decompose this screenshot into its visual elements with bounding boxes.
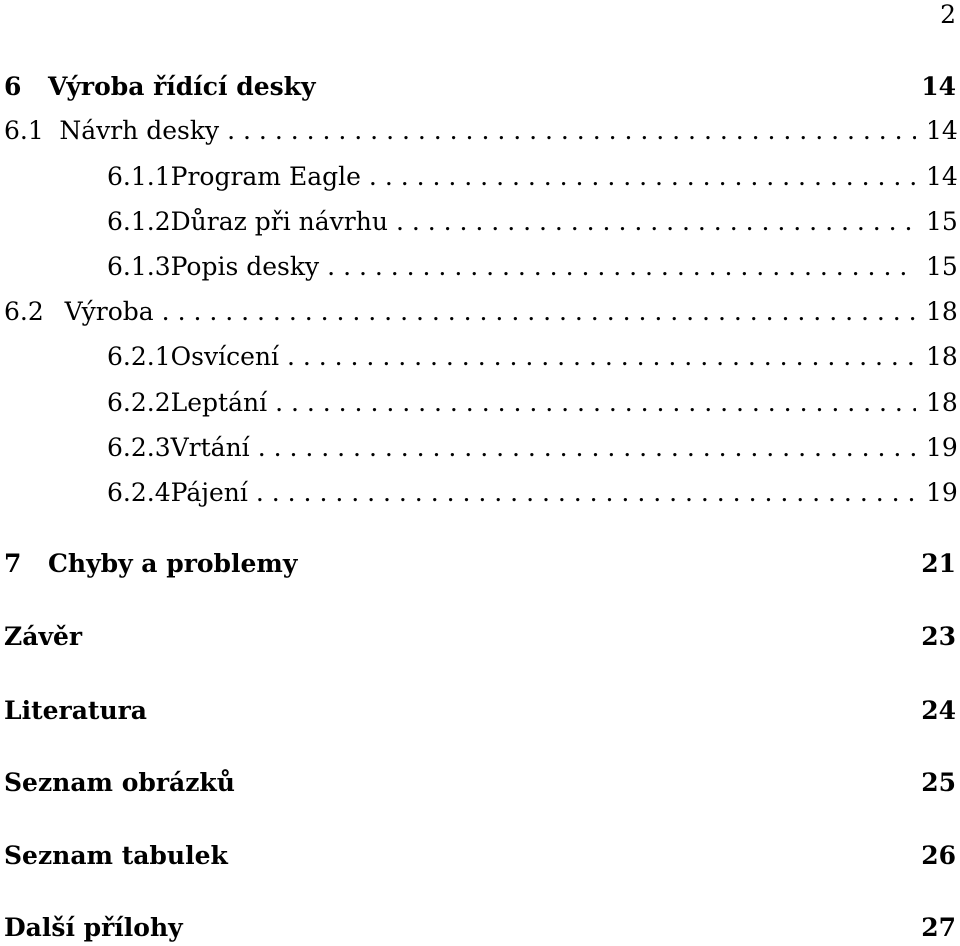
subsection-title: Osvícení [170,342,279,371]
subsection-title: Vrtání [170,433,250,462]
subsection-page: 19 [926,433,958,462]
entry-title: Další přílohy [4,913,183,942]
subsection-title: Leptání [170,388,268,417]
subsection-title: Program Eagle [170,162,361,191]
dot-leader [275,387,916,419]
dot-leader [256,477,916,509]
entry-title: Seznam tabulek [4,841,228,870]
dot-leader [369,161,916,193]
toc-entry-dalsi-prilohy[interactable] [0,912,956,944]
subsection-page: 18 [926,388,958,417]
subsection-number: 6.2.3 [107,433,171,462]
toc-section-6-1[interactable] [0,115,956,147]
section-number: 6.1 [4,116,44,145]
dot-leader [396,206,916,238]
subsection-title: Důraz při návrhu [170,207,388,236]
page-number: 2 [940,0,956,29]
subsection-title: Popis desky [170,252,320,281]
toc-subsection-6-1-2[interactable] [0,206,956,238]
subsection-number: 6.2.2 [107,388,171,417]
subsection-page: 14 [926,162,958,191]
subsection-page: 15 [926,207,958,236]
chapter-page: 14 [921,72,956,101]
subsection-page: 15 [926,252,958,281]
toc-chapter-7[interactable] [0,548,956,580]
entry-page: 23 [921,622,956,651]
subsection-number: 6.1.1 [107,162,171,191]
section-title: Návrh desky [59,116,220,145]
entry-title: Literatura [4,696,147,725]
subsection-number: 6.2.4 [107,478,171,507]
toc-entry-seznam-obrazku[interactable] [0,767,956,799]
toc-entry-zaver[interactable] [0,621,956,653]
chapter-number: 7 [4,549,22,578]
toc-subsection-6-2-3[interactable] [0,432,956,464]
section-title: Výroba [64,297,154,326]
chapter-number: 6 [4,72,22,101]
chapter-title: Chyby a problemy [48,549,298,578]
subsection-number: 6.1.2 [107,207,171,236]
toc-chapter-6[interactable] [0,71,956,103]
dot-leader [162,296,916,328]
toc-subsection-6-2-2[interactable] [0,387,956,419]
subsection-page: 19 [926,478,958,507]
toc-subsection-6-1-1[interactable] [0,161,956,193]
dot-leader [258,432,916,464]
toc-entry-seznam-tabulek[interactable] [0,840,956,872]
toc-section-6-2[interactable] [0,296,956,328]
entry-page: 24 [921,696,956,725]
toc-subsection-6-2-1[interactable] [0,341,956,373]
entry-title: Seznam obrázků [4,768,235,797]
section-number: 6.2 [4,297,44,326]
entry-page: 25 [921,768,956,797]
section-page: 18 [926,297,958,326]
toc-subsection-6-2-4[interactable] [0,477,956,509]
entry-page: 26 [921,841,956,870]
chapter-page: 21 [921,549,956,578]
dot-leader [227,115,916,147]
subsection-number: 6.1.3 [107,252,171,281]
entry-title: Závěr [4,622,83,651]
chapter-title: Výroba řídící desky [48,72,316,101]
subsection-page: 18 [926,342,958,371]
entry-page: 27 [921,913,956,942]
dot-leader [327,251,916,283]
dot-leader [287,341,916,373]
subsection-number: 6.2.1 [107,342,171,371]
subsection-title: Pájení [170,478,248,507]
toc-subsection-6-1-3[interactable] [0,251,956,283]
section-page: 14 [926,116,958,145]
toc-entry-literatura[interactable] [0,695,956,727]
